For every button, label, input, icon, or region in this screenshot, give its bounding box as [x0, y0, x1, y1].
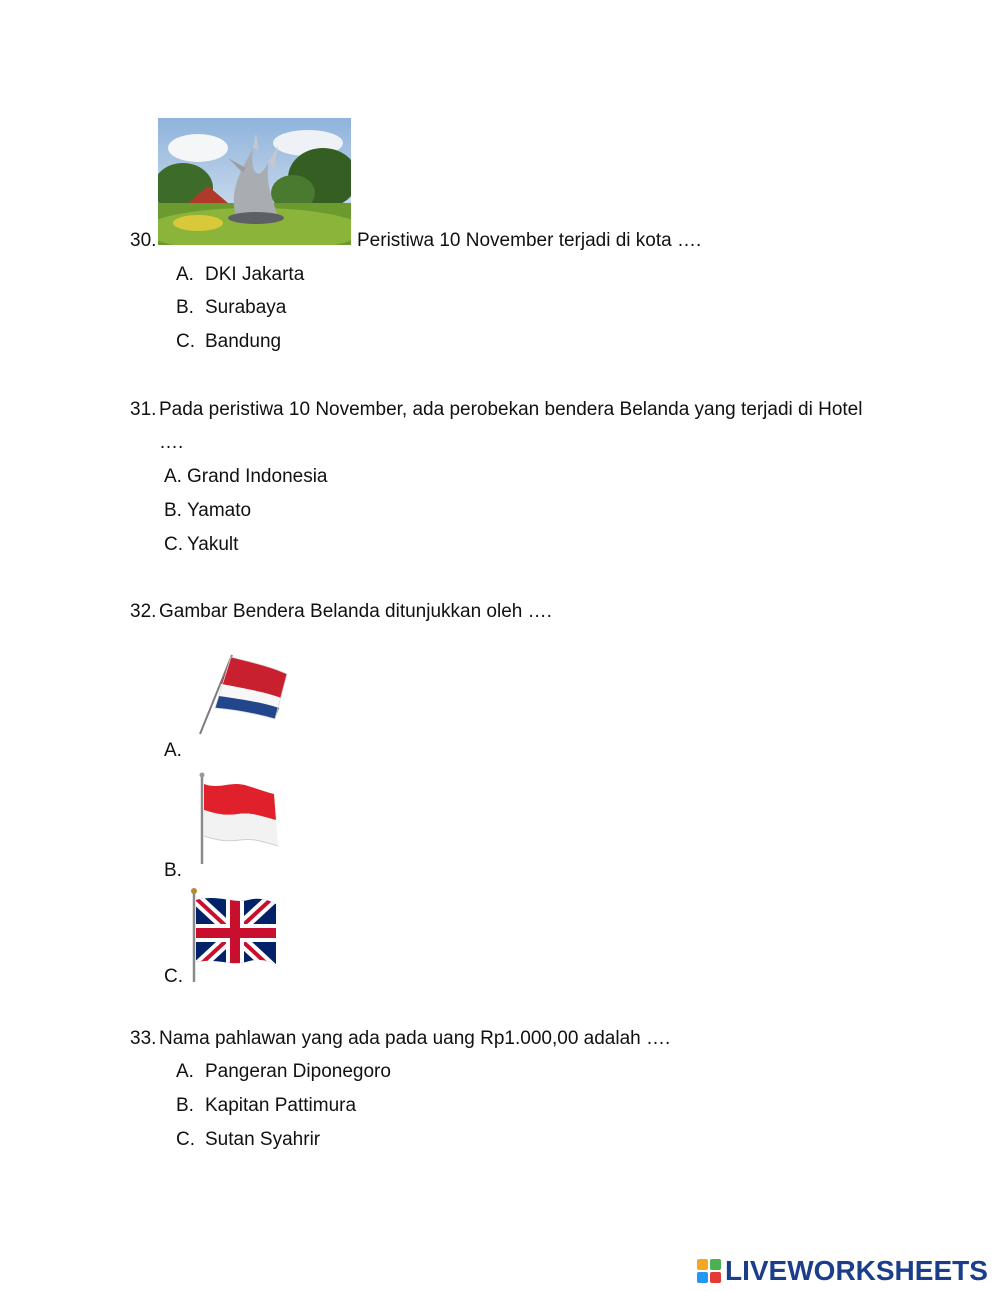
q30-option-a-text[interactable]: DKI Jakarta: [205, 264, 305, 285]
q30-option-b-text[interactable]: Surabaya: [205, 297, 287, 318]
q33-option-b-text[interactable]: Kapitan Pattimura: [205, 1095, 357, 1116]
logo-blocks-icon: [697, 1259, 721, 1283]
q32-option-c-letter: C.: [164, 966, 183, 987]
q30-option-b-letter: B.: [176, 297, 194, 318]
liveworksheets-logo[interactable]: [697, 1256, 988, 1286]
question-31-text-continuation: ….: [159, 432, 184, 453]
question-33-text: Nama pahlawan yang ada pada uang Rp1.000,00 adalah ….: [159, 1028, 671, 1049]
q31-option-b-letter: B.: [164, 500, 182, 521]
logo-text: LIVEWORKSHEETS: [725, 1255, 988, 1286]
question-33-number: 33.: [130, 1028, 157, 1049]
q31-option-a-letter: A.: [164, 466, 182, 487]
question-31-text: Pada peristiwa 10 November, ada perobekan bendera Belanda yang terjadi di Hotel: [159, 399, 863, 420]
question-31-number: 31.: [130, 399, 157, 420]
q31-option-c-text[interactable]: Yakult: [187, 534, 239, 555]
q31-option-c-letter: C.: [164, 534, 183, 555]
q33-option-c-letter: C.: [176, 1129, 195, 1150]
question-30-text: Peristiwa 10 November terjadi di kota ….: [357, 230, 702, 251]
netherlands-flag-icon[interactable]: [195, 652, 290, 736]
union-jack-flag-icon[interactable]: [188, 886, 280, 984]
q33-option-b-letter: B.: [176, 1095, 194, 1116]
q31-option-b-text[interactable]: Yamato: [187, 500, 252, 521]
question-30-number: 30.: [130, 230, 157, 251]
q33-option-a-letter: A.: [176, 1061, 194, 1082]
question-32-text: Gambar Bendera Belanda ditunjukkan oleh ….: [159, 601, 552, 622]
q31-option-a-text[interactable]: Grand Indonesia: [187, 466, 328, 487]
q30-option-a-letter: A.: [176, 264, 194, 285]
indonesia-flag-icon[interactable]: [196, 772, 282, 865]
q30-option-c-text[interactable]: Bandung: [205, 331, 282, 352]
surabaya-monument-photo: [158, 118, 351, 245]
q32-option-a-letter: A.: [164, 740, 182, 761]
question-32-number: 32.: [130, 601, 157, 622]
q32-option-b-letter: B.: [164, 860, 182, 881]
q33-option-a-text[interactable]: Pangeran Diponegoro: [205, 1061, 391, 1082]
q33-option-c-text[interactable]: Sutan Syahrir: [205, 1129, 321, 1150]
q30-option-c-letter: C.: [176, 331, 195, 352]
